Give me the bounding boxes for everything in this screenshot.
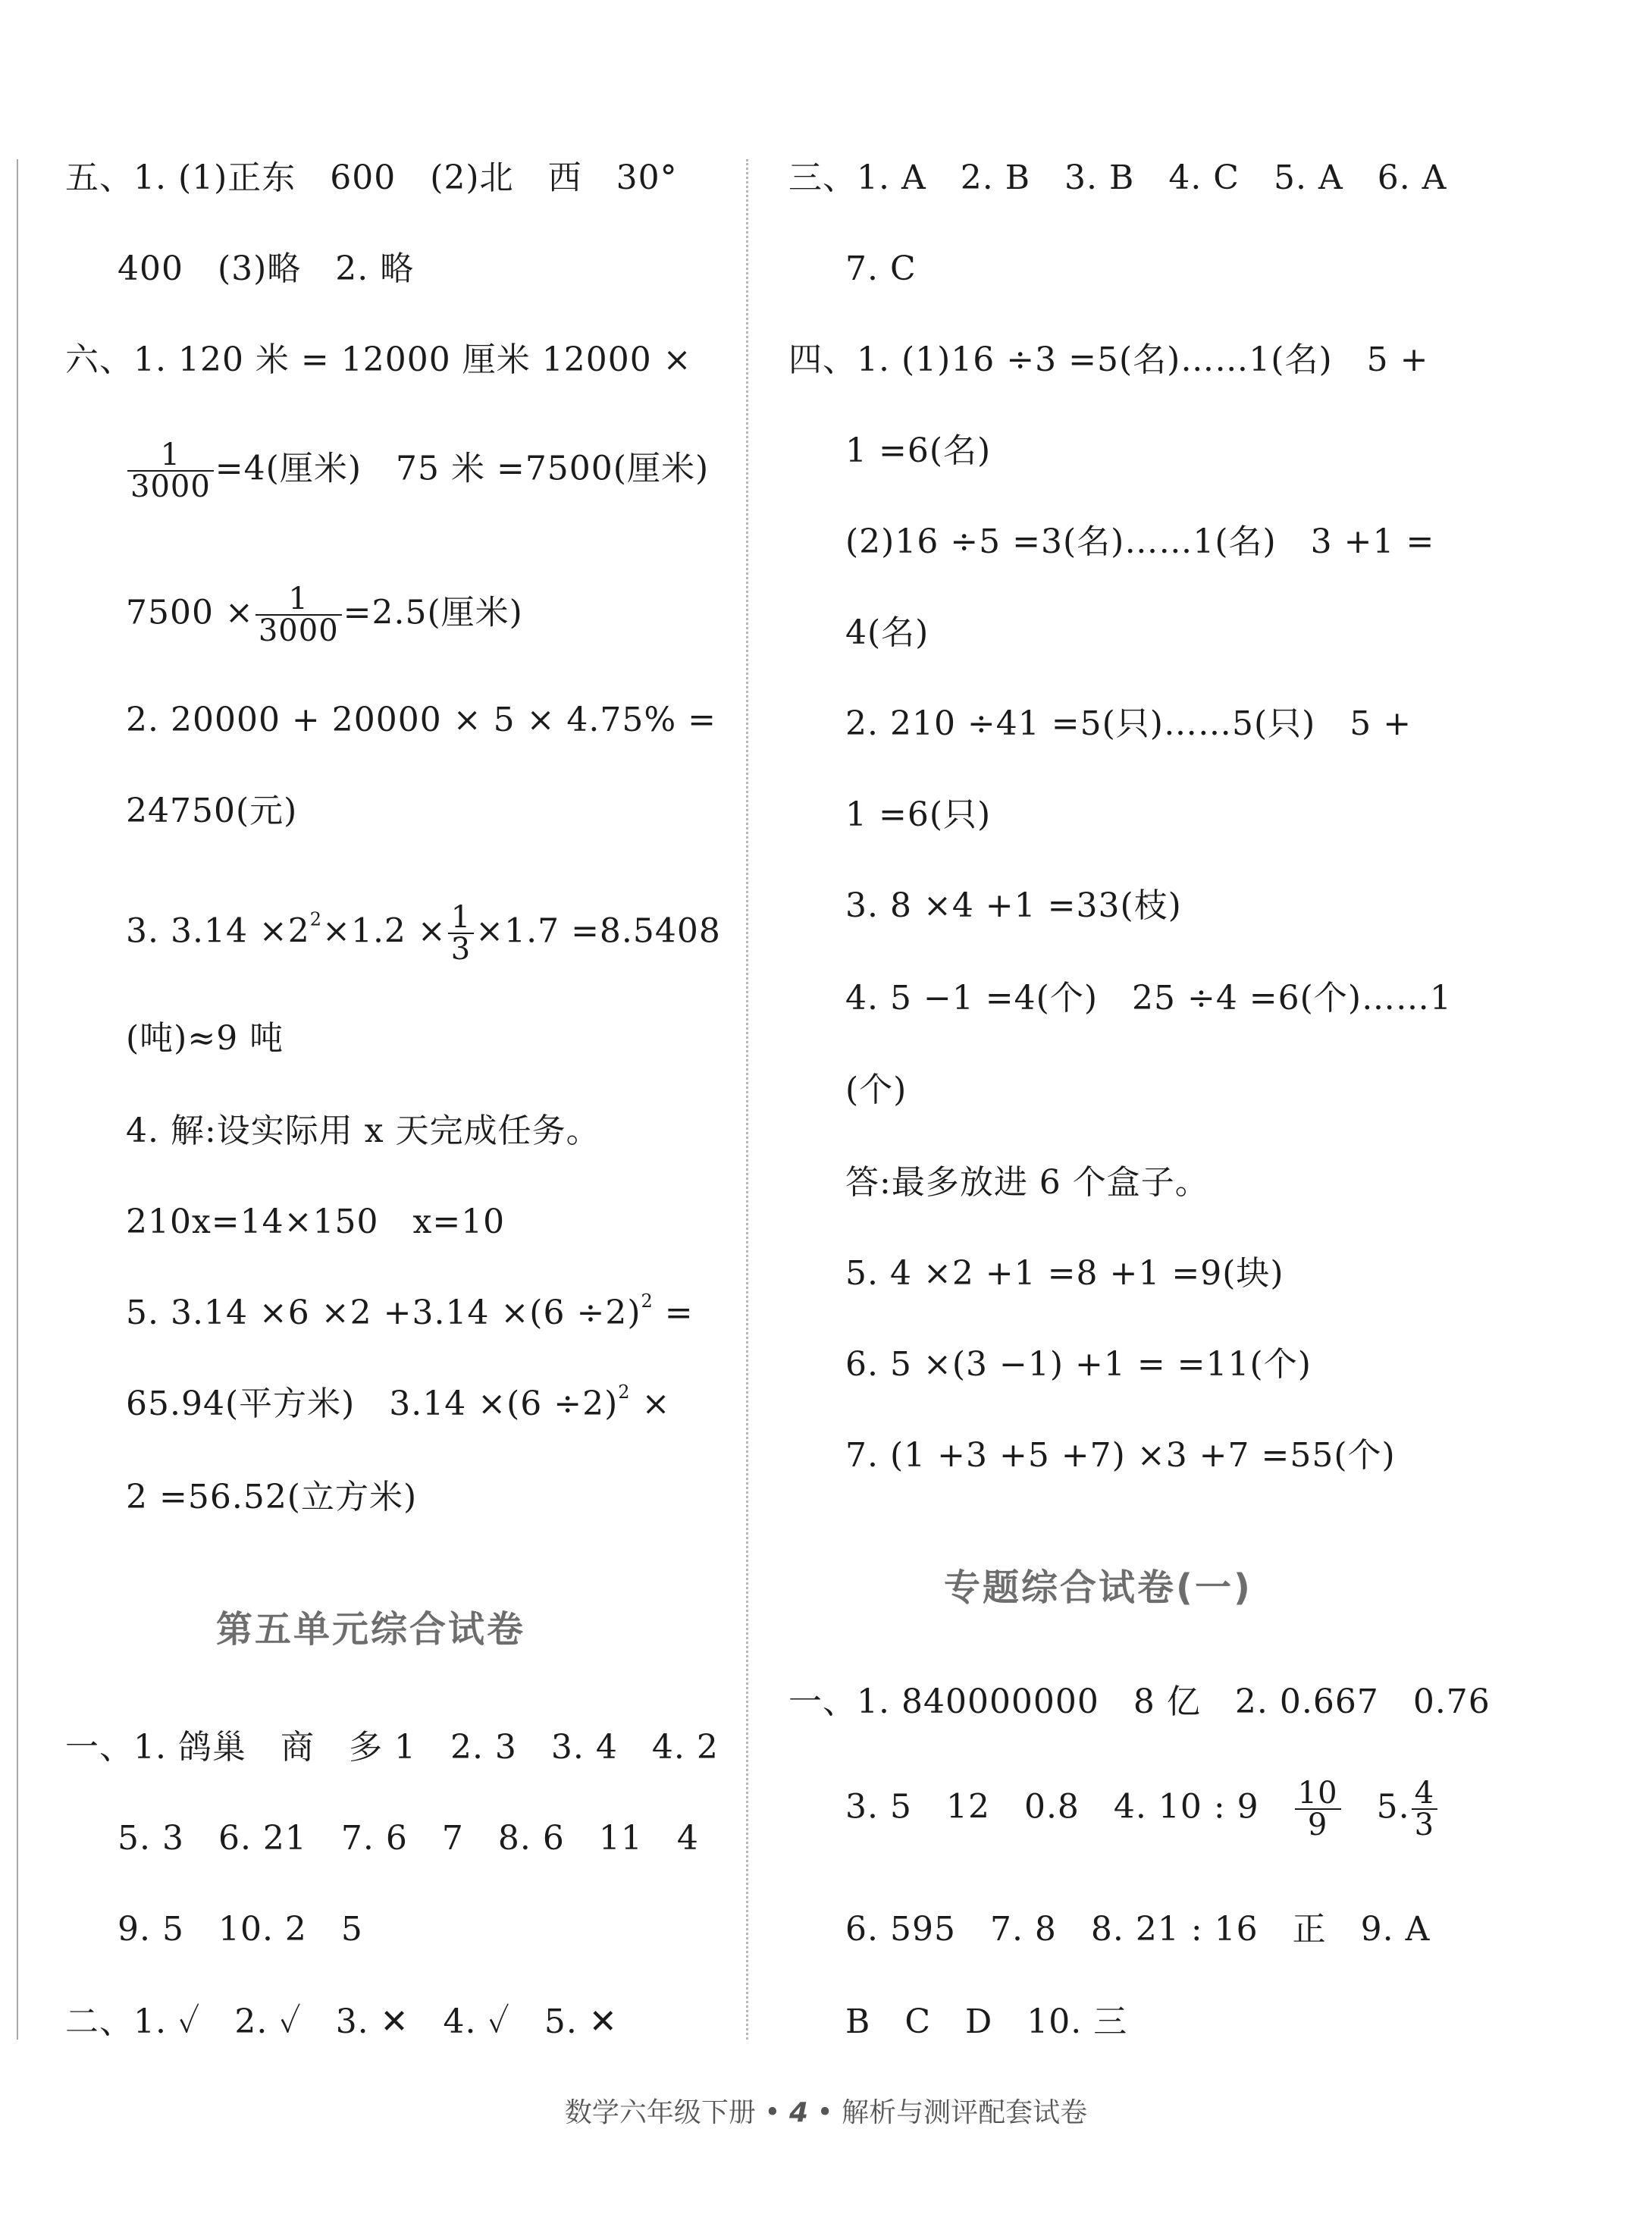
answer-line: 4(名) bbox=[845, 613, 929, 652]
answer-line: 3. 5 12 0.8 4. 10 : 9 $\frac{10}{9}$ 5. $\frac{4}{3}$ bbox=[845, 1778, 1439, 1840]
answer-line: 一、1. 840000000 8 亿 2. 0.667 0.76 bbox=[788, 1682, 1491, 1721]
answer-line: 5. 3 6. 21 7. 6 7 8. 6 11 4 bbox=[118, 1819, 699, 1858]
answer-line: 答:最多放进 6 个盒子。 bbox=[845, 1163, 1209, 1202]
fraction: $\frac{4}{3}$ bbox=[1412, 1778, 1437, 1840]
fraction: $\frac{1}{3}$ bbox=[448, 902, 474, 964]
page-number: 4 bbox=[788, 2097, 809, 2128]
answer-line: 3. $3.14 \times 2^2\times 1.2$ × $\frac{1}{3}$ ×1.7 =8.5408 bbox=[126, 900, 721, 967]
answer-line: 1 =6(名) bbox=[845, 431, 992, 470]
answer-line: 4. 解:设实际用 x 天完成任务。 bbox=[126, 1112, 600, 1150]
answer-line: 7. (1 +3 +5 +7) ×3 +7 =55(个) bbox=[845, 1436, 1396, 1475]
fraction: $\frac{10}{9}$ bbox=[1295, 1778, 1341, 1840]
answer-line: 六、1. 120 米 = 12000 厘米 12000 × bbox=[65, 340, 692, 379]
footer-book-title: 数学六年级下册 • bbox=[564, 2097, 781, 2128]
page-footer bbox=[0, 2091, 1652, 2130]
answer-line: 4. 5 −1 =4(个) 25 ÷4 =6(个)……1 bbox=[845, 979, 1452, 1018]
answer-line: (个) bbox=[845, 1071, 908, 1109]
section-heading: 第五单元综合试卷 bbox=[216, 1608, 526, 1651]
answer-line: 9. 5 10. 2 5 bbox=[118, 1910, 363, 1949]
answer-line: 五、1. (1)正东 600 (2)北 西 30° bbox=[65, 158, 678, 197]
answer-line: 400 (3)略 2. 略 bbox=[118, 249, 415, 288]
answer-line: (吨)≈9 吨 bbox=[126, 1019, 284, 1058]
answer-line: 65.94(平方米) $3.14 \times(6 \div 2)^2$ × bbox=[126, 1381, 671, 1423]
answer-line: 2. 20000 + 20000 × 5 × 4.75% = bbox=[126, 701, 717, 739]
answer-line: 1 =6(只) bbox=[845, 795, 992, 834]
answer-line: 四、1. (1)16 ÷3 =5(名)……1(名) 5 + bbox=[788, 340, 1429, 379]
answer-line: 2 =56.52(立方米) bbox=[126, 1478, 418, 1516]
answer-line: 24750(元) bbox=[126, 792, 298, 830]
answer-line: 5. $3.14 \times 6 \times 2 +3.14 \times(6 \div 2)^2$ = bbox=[126, 1290, 694, 1332]
answer-line: $\frac{1}{3000}$ =4(厘米) 75 米 =7500(厘米) bbox=[126, 440, 709, 502]
answer-line: 5. 4 ×2 +1 =8 +1 =9(块) bbox=[845, 1254, 1284, 1293]
answer-line: B C D 10. 三 bbox=[845, 2002, 1128, 2041]
answer-line: 一、1. 鸽巢 商 多 1 2. 3 3. 4 4. 2 bbox=[65, 1728, 719, 1767]
column-divider bbox=[746, 159, 748, 2040]
section-heading: 专题综合试卷(一) bbox=[944, 1566, 1252, 1609]
footer-series-title: • 解析与测评配套试卷 bbox=[817, 2097, 1088, 2128]
answer-line: 6. 595 7. 8 8. 21 : 16 正 9. A bbox=[845, 1910, 1431, 1949]
fraction: $\frac{1}{3000}$ bbox=[255, 584, 342, 646]
answer-line: 6. 5 ×(3 −1) +1 = =11(个) bbox=[845, 1345, 1312, 1384]
answer-line: 2. 210 ÷41 =5(只)……5(只) 5 + bbox=[845, 704, 1412, 743]
margin-rule bbox=[17, 159, 18, 2040]
answer-line: 210x=14×150 x=10 bbox=[126, 1203, 506, 1241]
answer-line: 三、1. A 2. B 3. B 4. C 5. A 6. A bbox=[788, 158, 1447, 197]
answer-line: 二、1. ✓ 2. ✓ 3. ✕ 4. ✓ 5. ✕ bbox=[65, 2002, 618, 2041]
answer-line: (2)16 ÷5 =3(名)……1(名) 3 +1 = bbox=[845, 522, 1435, 561]
answer-line: 7. C bbox=[845, 249, 917, 288]
fraction: $\frac{1}{3000}$ bbox=[127, 440, 214, 502]
answer-line: 3. 8 ×4 +1 =33(枝) bbox=[845, 886, 1182, 925]
answer-line: 7500 × $\frac{1}{3000}$ =2.5(厘米) bbox=[126, 582, 523, 648]
